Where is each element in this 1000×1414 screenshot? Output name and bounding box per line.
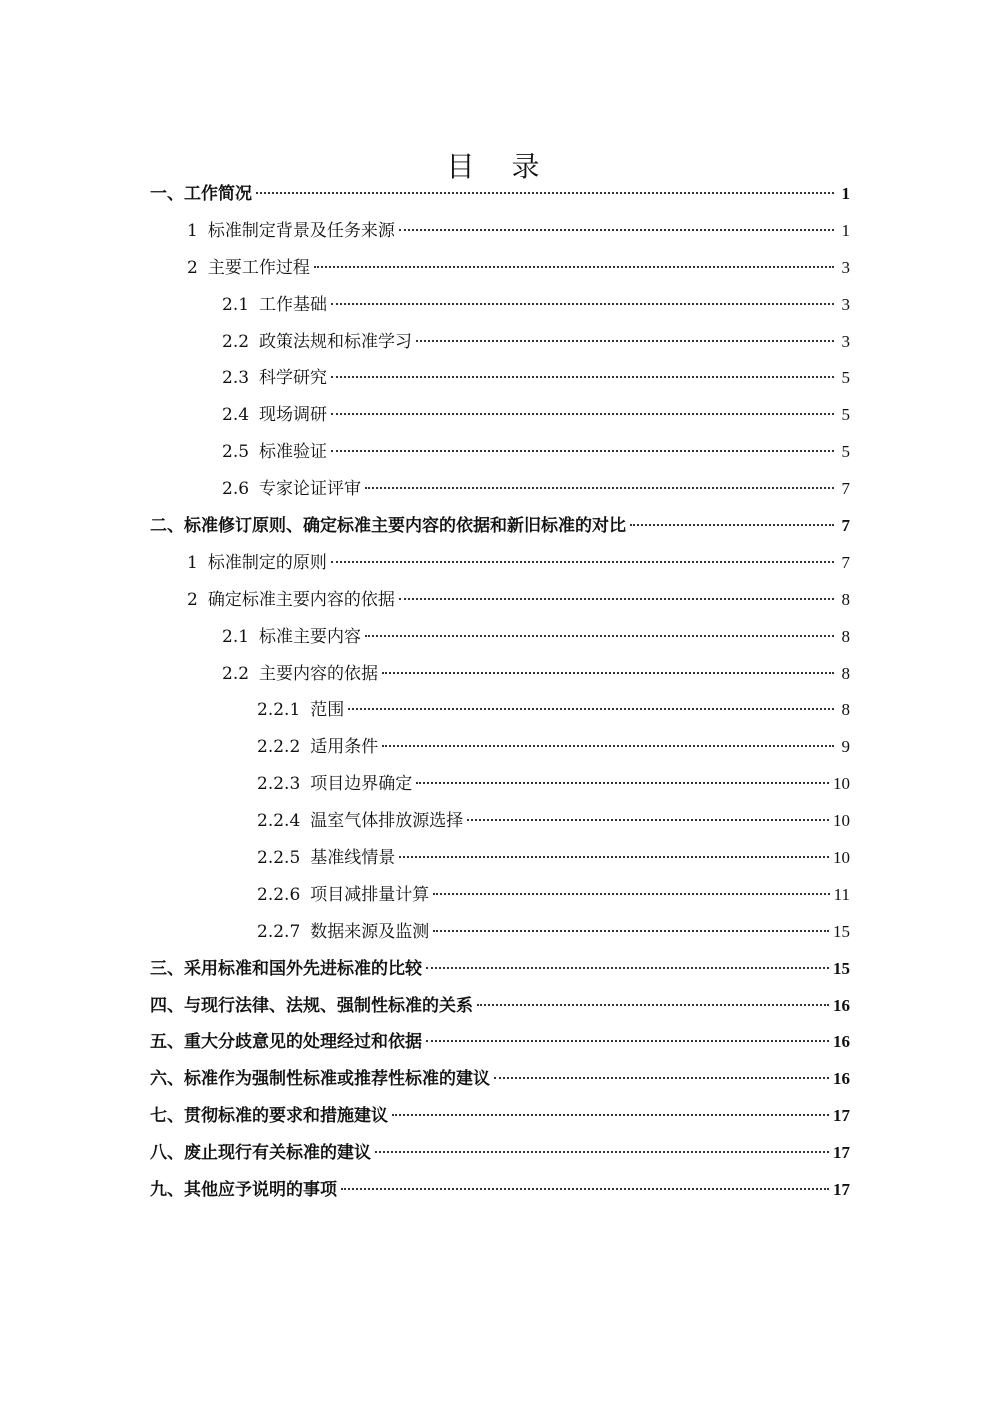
toc-entry[interactable] xyxy=(150,656,850,693)
toc-leader-dots xyxy=(365,635,834,637)
toc-entry-title: 确定标准主要内容的依据 xyxy=(207,589,395,610)
toc-entry-number: 2.2.1 xyxy=(257,700,301,721)
toc-entry-title: 适用条件 xyxy=(310,737,379,758)
page-title: 目 录 xyxy=(446,149,554,183)
toc-leader-dots xyxy=(348,708,834,710)
toc-leader-dots xyxy=(630,524,834,526)
toc-entry-number: 2.4 xyxy=(222,405,250,426)
toc-leader-dots xyxy=(399,598,834,600)
toc-entry-number: 2.2.7 xyxy=(257,921,301,942)
toc-entry-number: 六、 xyxy=(150,1069,184,1090)
toc-page-number: 10 xyxy=(833,774,850,794)
toc-leader-dots xyxy=(426,967,829,969)
toc-entry[interactable] xyxy=(150,471,850,508)
toc-entry[interactable] xyxy=(150,1135,850,1172)
toc-page-number: 16 xyxy=(833,1069,850,1089)
toc-entry-number: 2.2.4 xyxy=(257,811,301,832)
toc-entry-number: 2.2.6 xyxy=(257,884,301,905)
toc-entry-title: 主要内容的依据 xyxy=(259,663,379,684)
toc-page-number: 8 xyxy=(841,626,850,646)
toc-entry[interactable] xyxy=(150,1098,850,1135)
toc-page-number: 3 xyxy=(841,257,850,277)
toc-leader-dots xyxy=(399,229,834,231)
toc-page-number: 5 xyxy=(841,442,850,462)
toc-entry[interactable] xyxy=(150,582,850,619)
toc-entry-title: 标准修订原则、确定标准主要内容的依据和新旧标准的对比 xyxy=(184,516,626,537)
toc-entry[interactable] xyxy=(150,877,850,914)
toc-entry[interactable] xyxy=(150,1024,850,1061)
toc-page-number: 16 xyxy=(833,995,850,1015)
toc-entry-title: 主要工作过程 xyxy=(207,257,310,278)
toc-leader-dots xyxy=(399,856,829,858)
toc-entry-title: 项目减排量计算 xyxy=(310,884,430,905)
toc-page-number: 10 xyxy=(833,848,850,868)
toc-entry-number: 二、 xyxy=(150,516,184,537)
toc-entry-number: 2.6 xyxy=(222,479,250,500)
toc-leader-dots xyxy=(426,1040,829,1042)
toc-page-number: 8 xyxy=(841,589,850,609)
toc-leader-dots xyxy=(382,672,834,674)
toc-entry[interactable] xyxy=(150,545,850,582)
toc-entry[interactable] xyxy=(150,324,850,361)
toc-entry[interactable] xyxy=(150,250,850,287)
toc-leader-dots xyxy=(416,340,834,342)
toc-entry-number: 2 xyxy=(187,257,198,278)
toc-entry[interactable] xyxy=(150,988,850,1025)
toc-leader-dots xyxy=(331,303,834,305)
toc-entry-title: 范围 xyxy=(310,700,345,721)
toc-entry-number: 2 xyxy=(187,589,198,610)
toc-entry-title: 数据来源及监测 xyxy=(310,921,430,942)
toc-entry-title: 标准制定背景及任务来源 xyxy=(207,220,395,241)
toc-entry-number: 一、 xyxy=(150,184,184,204)
toc-entry-number: 九、 xyxy=(150,1180,184,1201)
toc-entry[interactable] xyxy=(150,360,850,397)
toc-entry[interactable] xyxy=(150,508,850,545)
toc-entry[interactable] xyxy=(150,951,850,988)
toc-leader-dots xyxy=(416,782,829,784)
toc-entry[interactable] xyxy=(150,213,850,250)
toc-leader-dots xyxy=(331,413,834,415)
toc-entry-title: 项目边界确定 xyxy=(310,774,413,795)
toc-page-number: 5 xyxy=(841,368,850,388)
toc-leader-dots xyxy=(365,487,834,489)
toc-entry[interactable] xyxy=(150,729,850,766)
toc-page-number: 9 xyxy=(841,737,850,757)
toc-leader-dots xyxy=(314,266,834,268)
toc-entry-title: 采用标准和国外先进标准的比较 xyxy=(184,958,422,979)
toc-entry-number: 2.3 xyxy=(222,368,250,389)
toc-page-number: 15 xyxy=(833,958,850,978)
toc-entry-title: 科学研究 xyxy=(259,368,328,389)
toc-page-number: 7 xyxy=(841,552,850,572)
toc-leader-dots xyxy=(341,1188,829,1190)
toc-entry[interactable] xyxy=(150,766,850,803)
toc-leader-dots xyxy=(331,561,834,563)
toc-entry-title: 其他应予说明的事项 xyxy=(184,1180,337,1201)
toc-leader-dots xyxy=(433,893,829,895)
toc-entry[interactable] xyxy=(150,803,850,840)
toc-entry[interactable] xyxy=(150,397,850,434)
toc-page-number: 10 xyxy=(833,811,850,831)
toc-entry-number: 2.2.3 xyxy=(257,774,301,795)
toc-entry[interactable] xyxy=(150,434,850,471)
toc-entry-title: 标准主要内容 xyxy=(259,626,362,647)
toc-entry-number: 2.2.2 xyxy=(257,737,301,758)
toc-page-number: 1 xyxy=(841,184,850,203)
toc-page-number: 3 xyxy=(841,294,850,314)
toc-leader-dots xyxy=(433,930,829,932)
toc-leader-dots xyxy=(256,192,834,194)
toc-entry-title: 基准线情景 xyxy=(310,848,396,869)
toc-entry-title: 与现行法律、法规、强制性标准的关系 xyxy=(184,995,473,1016)
toc-page-number: 1 xyxy=(841,220,850,240)
toc-entry-number: 四、 xyxy=(150,995,184,1016)
toc-entry[interactable] xyxy=(150,176,850,213)
toc-page-number: 7 xyxy=(841,479,850,499)
toc-entry[interactable] xyxy=(150,1061,850,1098)
toc-leader-dots xyxy=(392,1114,829,1116)
toc-entry-number: 2.1 xyxy=(222,294,250,315)
toc-entry-title: 政策法规和标准学习 xyxy=(259,331,413,352)
toc-entry-title: 专家论证评审 xyxy=(259,479,362,500)
toc-entry-number: 2.2 xyxy=(222,663,250,684)
toc-entry-number: 三、 xyxy=(150,958,184,979)
toc-page-number: 7 xyxy=(841,516,850,536)
table-of-contents xyxy=(150,176,850,1209)
toc-entry[interactable] xyxy=(150,914,850,951)
toc-entry-title: 标准作为强制性标准或推荐性标准的建议 xyxy=(184,1069,490,1090)
toc-page-number: 16 xyxy=(833,1032,850,1052)
toc-leader-dots xyxy=(467,819,829,821)
toc-entry[interactable] xyxy=(150,1172,850,1209)
toc-page-number: 11 xyxy=(833,884,850,904)
toc-page-number: 17 xyxy=(833,1180,850,1200)
toc-page-number: 8 xyxy=(841,700,850,720)
toc-entry-title: 工作基础 xyxy=(259,294,328,315)
toc-entry-number: 五、 xyxy=(150,1032,184,1053)
toc-entry-title: 标准验证 xyxy=(259,442,328,463)
toc-entry-title: 温室气体排放源选择 xyxy=(310,811,464,832)
toc-entry-number: 七、 xyxy=(150,1106,184,1127)
toc-entry-title: 工作简况 xyxy=(184,184,252,204)
toc-entry-number: 1 xyxy=(187,552,198,573)
toc-leader-dots xyxy=(375,1151,829,1153)
toc-entry[interactable] xyxy=(150,840,850,877)
toc-entry-title: 废止现行有关标准的建议 xyxy=(184,1143,371,1164)
toc-entry-title: 标准制定的原则 xyxy=(207,552,327,573)
toc-entry-number: 2.2.5 xyxy=(257,848,301,869)
toc-leader-dots xyxy=(494,1077,829,1079)
toc-entry[interactable] xyxy=(150,692,850,729)
toc-leader-dots xyxy=(331,450,834,452)
toc-entry-number: 2.5 xyxy=(222,442,250,463)
toc-page-number: 5 xyxy=(841,405,850,425)
toc-entry-number: 1 xyxy=(187,220,198,241)
toc-entry-number: 2.2 xyxy=(222,331,250,352)
toc-leader-dots xyxy=(477,1004,829,1006)
toc-page-number: 3 xyxy=(841,331,850,351)
toc-entry-title: 现场调研 xyxy=(259,405,328,426)
toc-page-number: 15 xyxy=(833,921,850,941)
toc-page-number: 17 xyxy=(833,1143,850,1163)
toc-entry-number: 八、 xyxy=(150,1143,184,1164)
toc-entry-number: 2.1 xyxy=(222,626,250,647)
toc-leader-dots xyxy=(382,745,834,747)
toc-entry[interactable] xyxy=(150,619,850,656)
toc-leader-dots xyxy=(331,376,834,378)
toc-entry-title: 重大分歧意见的处理经过和依据 xyxy=(184,1032,422,1053)
toc-entry[interactable] xyxy=(150,287,850,324)
toc-entry-title: 贯彻标准的要求和措施建议 xyxy=(184,1106,388,1127)
toc-page-number: 8 xyxy=(841,663,850,683)
toc-page-number: 17 xyxy=(833,1106,850,1126)
